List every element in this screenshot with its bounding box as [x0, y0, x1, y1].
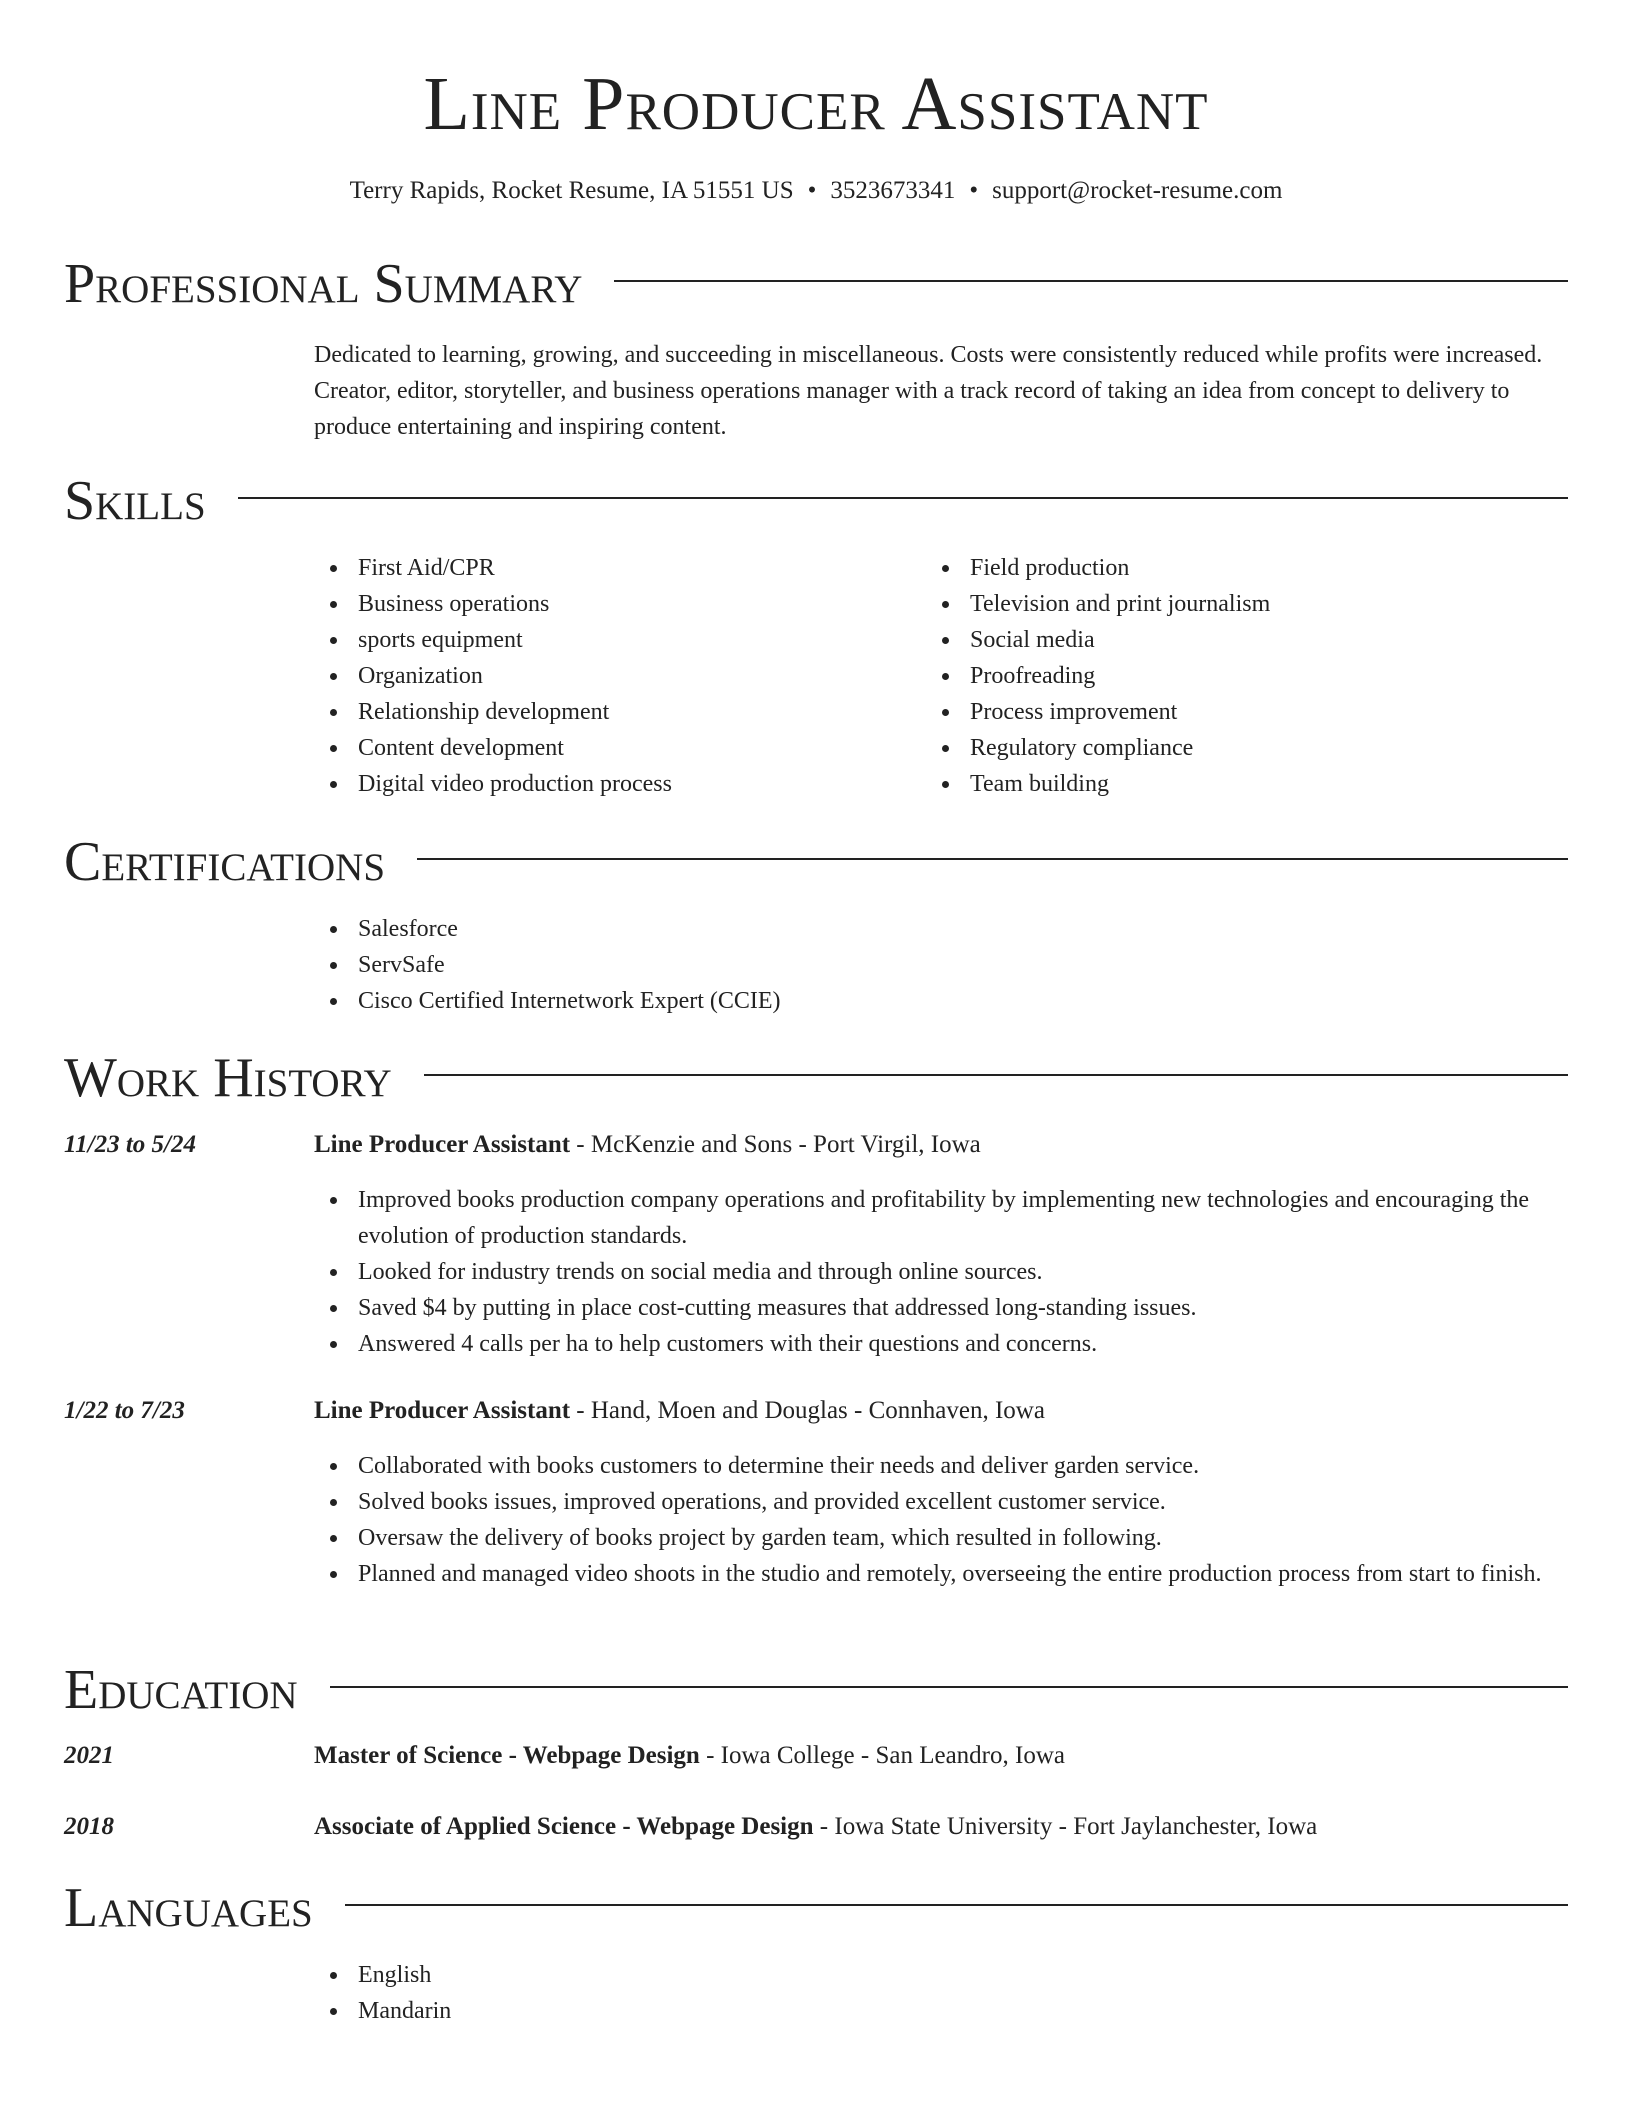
job-bullets: [314, 1182, 1568, 1362]
section-divider: [424, 1074, 1568, 1076]
section-title: Work History: [64, 1047, 392, 1109]
contact-phone: 3523673341: [830, 177, 956, 204]
job-bullets: [314, 1448, 1568, 1592]
education-year: 2018: [64, 1813, 114, 1840]
job-heading: [314, 1127, 1568, 1163]
job-bullet: Oversaw the delivery of books project by garden team, which resulted in following.: [314, 1520, 1568, 1556]
section-header-skills: [64, 466, 1568, 536]
job-details: - McKenzie and Sons - Port Virgil, Iowa: [570, 1131, 981, 1158]
section-header-work-history: [64, 1043, 1568, 1113]
skill-item: Regulatory compliance: [926, 730, 1566, 766]
section-header-summary: [64, 249, 1568, 319]
education-details: - Iowa State University - Fort Jaylanchester, Iowa: [813, 1813, 1318, 1840]
contact-email: support@rocket-resume.com: [992, 177, 1283, 204]
skill-item: First Aid/CPR: [314, 550, 894, 586]
job-bullet: Solved books issues, improved operations, and provided excellent customer service.: [314, 1484, 1568, 1520]
job-role: Line Producer Assistant: [314, 1397, 571, 1424]
section-divider: [417, 858, 1568, 860]
section-divider: [345, 1904, 1568, 1906]
skill-item: sports equipment: [314, 622, 894, 658]
language-item: English: [314, 1957, 1568, 1993]
education-year: 2021: [64, 1742, 114, 1769]
education-degree: Master of Science - Webpage Design: [314, 1742, 700, 1769]
job-details: - Hand, Moen and Douglas - Connhaven, Iowa: [570, 1397, 1045, 1424]
education-heading: [314, 1809, 1568, 1845]
job-role: Line Producer Assistant: [314, 1131, 571, 1158]
contact-separator: •: [807, 177, 817, 204]
section-title: Skills: [64, 470, 206, 532]
summary-text: Dedicated to learning, growing, and succeeding in miscellaneous. Costs were consistently reduced while profits were increased. Creator, editor, storyteller, and business operations manager with a track record of taking an idea from concept to delivery to produce entertaining and inspiring content.: [314, 342, 1543, 440]
certification-item: Cisco Certified Internetwork Expert (CCIE): [314, 983, 1568, 1019]
skill-item: Social media: [926, 622, 1566, 658]
job-bullet: Answered 4 calls per ha to help customers with their questions and concerns.: [314, 1326, 1568, 1362]
education-degree: Associate of Applied Science - Webpage Design: [314, 1813, 814, 1840]
job-bullet: Looked for industry trends on social media and through online sources.: [314, 1254, 1568, 1290]
contact-separator: •: [969, 177, 979, 204]
skills-list-left: [314, 550, 894, 802]
skill-item: Process improvement: [926, 694, 1566, 730]
section-title: Certifications: [64, 831, 386, 893]
skill-item: Content development: [314, 730, 894, 766]
section-header-certifications: [64, 827, 1568, 897]
section-title: Education: [64, 1659, 298, 1721]
skill-item: Digital video production process: [314, 766, 894, 802]
skill-item: Proofreading: [926, 658, 1566, 694]
education-heading: [314, 1738, 1568, 1774]
education-details: - Iowa College - San Leandro, Iowa: [699, 1742, 1065, 1769]
languages-list: [314, 1957, 1568, 2029]
contact-line: [0, 175, 1632, 207]
skill-item: Relationship development: [314, 694, 894, 730]
section-title: Professional Summary: [64, 253, 583, 315]
resume-title: Line Producer Assistant: [423, 62, 1209, 146]
contact-address: Terry Rapids, Rocket Resume, IA 51551 US: [349, 177, 794, 204]
section-divider: [238, 497, 1568, 499]
job-dates: 1/22 to 7/23: [64, 1397, 185, 1424]
job-bullet: Collaborated with books customers to determine their needs and deliver garden service.: [314, 1448, 1568, 1484]
certifications-list: [314, 911, 1568, 1019]
skills-list-right: [926, 550, 1566, 802]
section-title: Languages: [64, 1877, 313, 1939]
certification-item: ServSafe: [314, 947, 1568, 983]
job-bullet: Planned and managed video shoots in the studio and remotely, overseeing the entire production process from start to finish.: [314, 1556, 1568, 1592]
section-header-education: [64, 1655, 1568, 1725]
job-bullet: Improved books production company operations and profitability by implementing new technologies and encouraging the evolution of production standards.: [314, 1182, 1568, 1254]
skill-item: Team building: [926, 766, 1566, 802]
job-dates: 11/23 to 5/24: [64, 1131, 196, 1158]
skill-item: Business operations: [314, 586, 894, 622]
skill-item: Organization: [314, 658, 894, 694]
job-bullet: Saved $4 by putting in place cost-cutting measures that addressed long-standing issues.: [314, 1290, 1568, 1326]
section-divider: [330, 1686, 1568, 1688]
skill-item: Field production: [926, 550, 1566, 586]
job-heading: [314, 1393, 1568, 1429]
language-item: Mandarin: [314, 1993, 1568, 2029]
skill-item: Television and print journalism: [926, 586, 1566, 622]
section-header-languages: [64, 1873, 1568, 1943]
certification-item: Salesforce: [314, 911, 1568, 947]
section-divider: [614, 280, 1568, 282]
